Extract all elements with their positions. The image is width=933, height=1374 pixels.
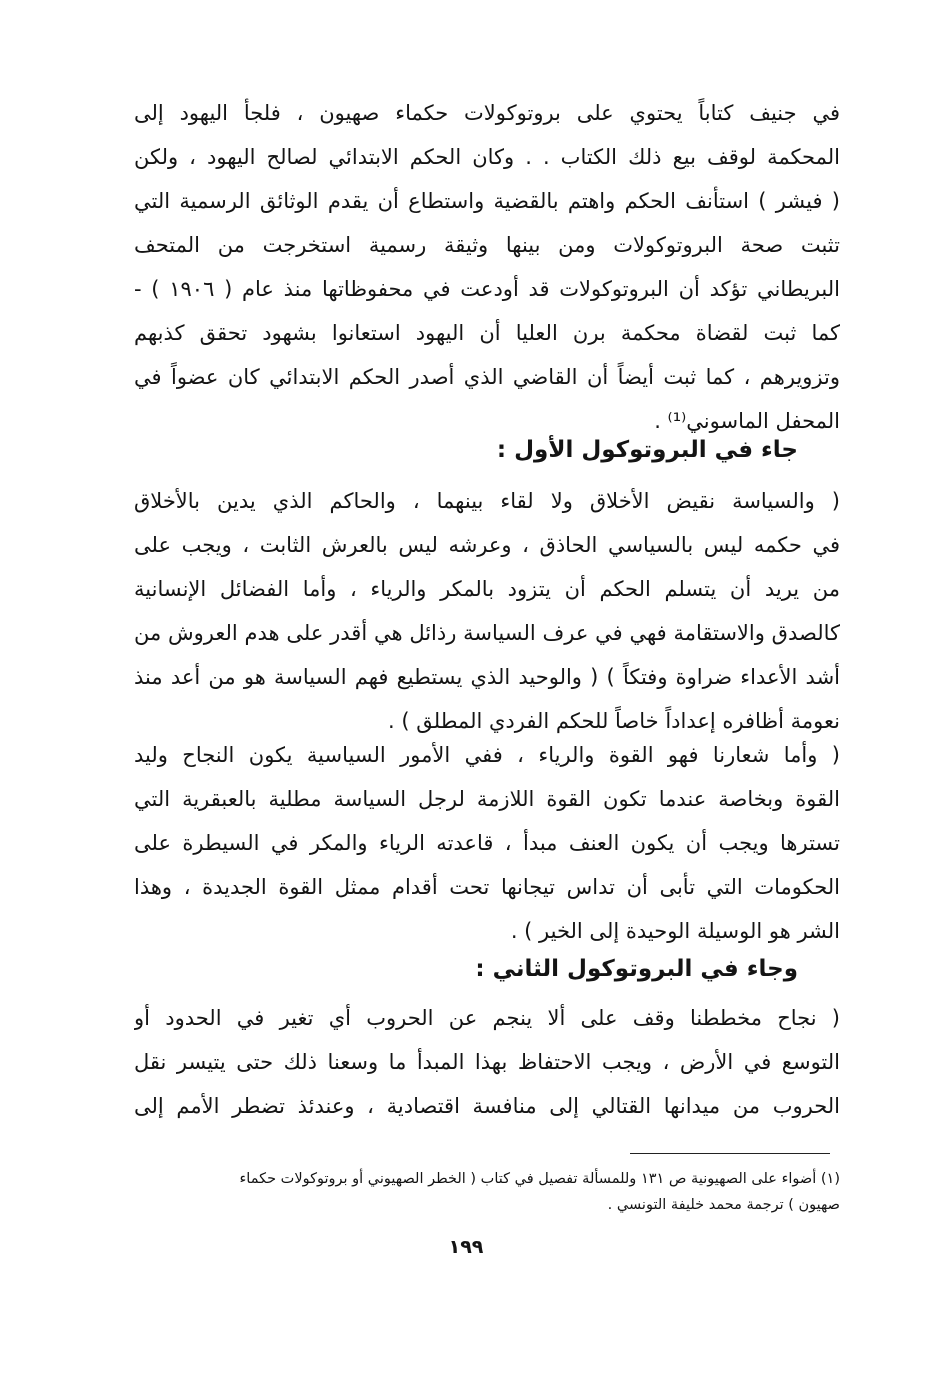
text-line: تسترها ويجب أن يكون العنف مبدأ ، قاعدته الرياء والمكر في السيطرة على: [134, 831, 840, 855]
text-line: ( نجاح مخططنا وقف على ألا ينجم عن الحروب أي تغير في الحدود أو: [134, 1006, 840, 1030]
text-line: التوسع في الأرض ، ويجب الاحتفاظ بهذا المبدأ ما وسعنا ذلك حتى يتيسر نقل: [134, 1050, 840, 1074]
quote-paragraph-1: [134, 479, 840, 743]
quote-paragraph-3: [134, 996, 840, 1128]
text-line: ( والسياسة نقيض الأخلاق ولا لقاء بينهما ، والحاكم الذي يدين بالأخلاق: [134, 489, 840, 513]
section-heading-protocol-2: وجاء في البروتوكول الثاني :: [475, 956, 798, 982]
text-line: وتزويرهم ، كما ثبت أيضاً أن القاضي الذي أصدر الحكم الابتدائي كان عضواً في: [134, 365, 840, 389]
text-line: نعومة أظافره إعداداً خاصاً للحكم الفردي المطلق ) .: [388, 709, 840, 733]
text-line: المحكمة لوقف بيع ذلك الكتاب . . وكان الحكم الابتدائي لصالح اليهود ، ولكن: [134, 145, 840, 169]
text-line: الحروب من ميدانها القتالي إلى منافسة اقتصادية ، وعندئذ تضطر الأمم إلى: [134, 1094, 840, 1118]
quote-paragraph-2: [134, 733, 840, 953]
text-line: ( فيشر ) استأنف الحكم واهتم بالقضية واستطاع أن يقدم الوثائق الرسمية التي: [134, 189, 840, 213]
footnote-divider: [630, 1153, 830, 1154]
text-line: المحفل الماسوني⁽¹⁾ .: [654, 409, 840, 433]
text-line: في حكمه ليس بالسياسي الحاذق ، وعرشه ليس بالعرش الثابت ، ويجب على: [134, 533, 840, 557]
text-line: أشد الأعداء ضراوة وفتكاً ) ( والوحيد الذي يستطيع فهم السياسة هو من أعد منذ: [134, 665, 840, 689]
text-line: من يريد أن يتسلم الحكم أن يتزود بالمكر والرياء ، وأما الفضائل الإنسانية: [134, 577, 840, 601]
footnote-line: (١) أضواء على الصهيونية ص ١٣١ وللمسألة تفصيل في كتاب ( الخطر الصهيوني أو بروتوكولات حكماء: [239, 1171, 840, 1187]
text-line: الحكومات التي تأبى أن تداس تيجانها تحت أقدام ممثل القوة الجديدة ، وهذا: [134, 875, 840, 899]
text-line: القوة وبخاصة عندما تكون القوة اللازمة لرجل السياسة مطلية بالعبقرية التي: [134, 787, 840, 811]
footnote: [134, 1166, 840, 1218]
text-line: ( وأما شعارنا فهو القوة والرياء ، ففي الأمور السياسية يكون النجاح وليد: [134, 743, 840, 767]
text-line: البريطاني تؤكد أن البروتوكولات قد أودعت في محفوظاتها منذ عام ( ١٩٠٦ ) -: [134, 277, 840, 301]
text-line: الشر هو الوسيلة الوحيدة إلى الخير ) .: [510, 919, 840, 943]
text-line: كما ثبت لقضاة محكمة برن العليا أن اليهود استعانوا بشهود تحقق كذبهم: [134, 321, 840, 345]
page-number: ١٩٩: [448, 1236, 484, 1258]
text-line: في جنيف كتاباً يحتوي على بروتوكولات حكماء صهيون ، فلجأ اليهود إلى: [134, 101, 840, 125]
footnote-line: صهيون ) ترجمة محمد خليفة التونسي .: [607, 1197, 840, 1213]
text-line: كالصدق والاستقامة فهي في عرف السياسة رذائل هي أقدر على هدم العروش من: [134, 621, 840, 645]
section-heading-protocol-1: جاء في البروتوكول الأول :: [496, 437, 798, 463]
intro-paragraph: [134, 91, 840, 443]
text-line: تثبت صحة البروتوكولات ومن بينها وثيقة رسمية استخرجت من المتحف: [134, 233, 840, 257]
